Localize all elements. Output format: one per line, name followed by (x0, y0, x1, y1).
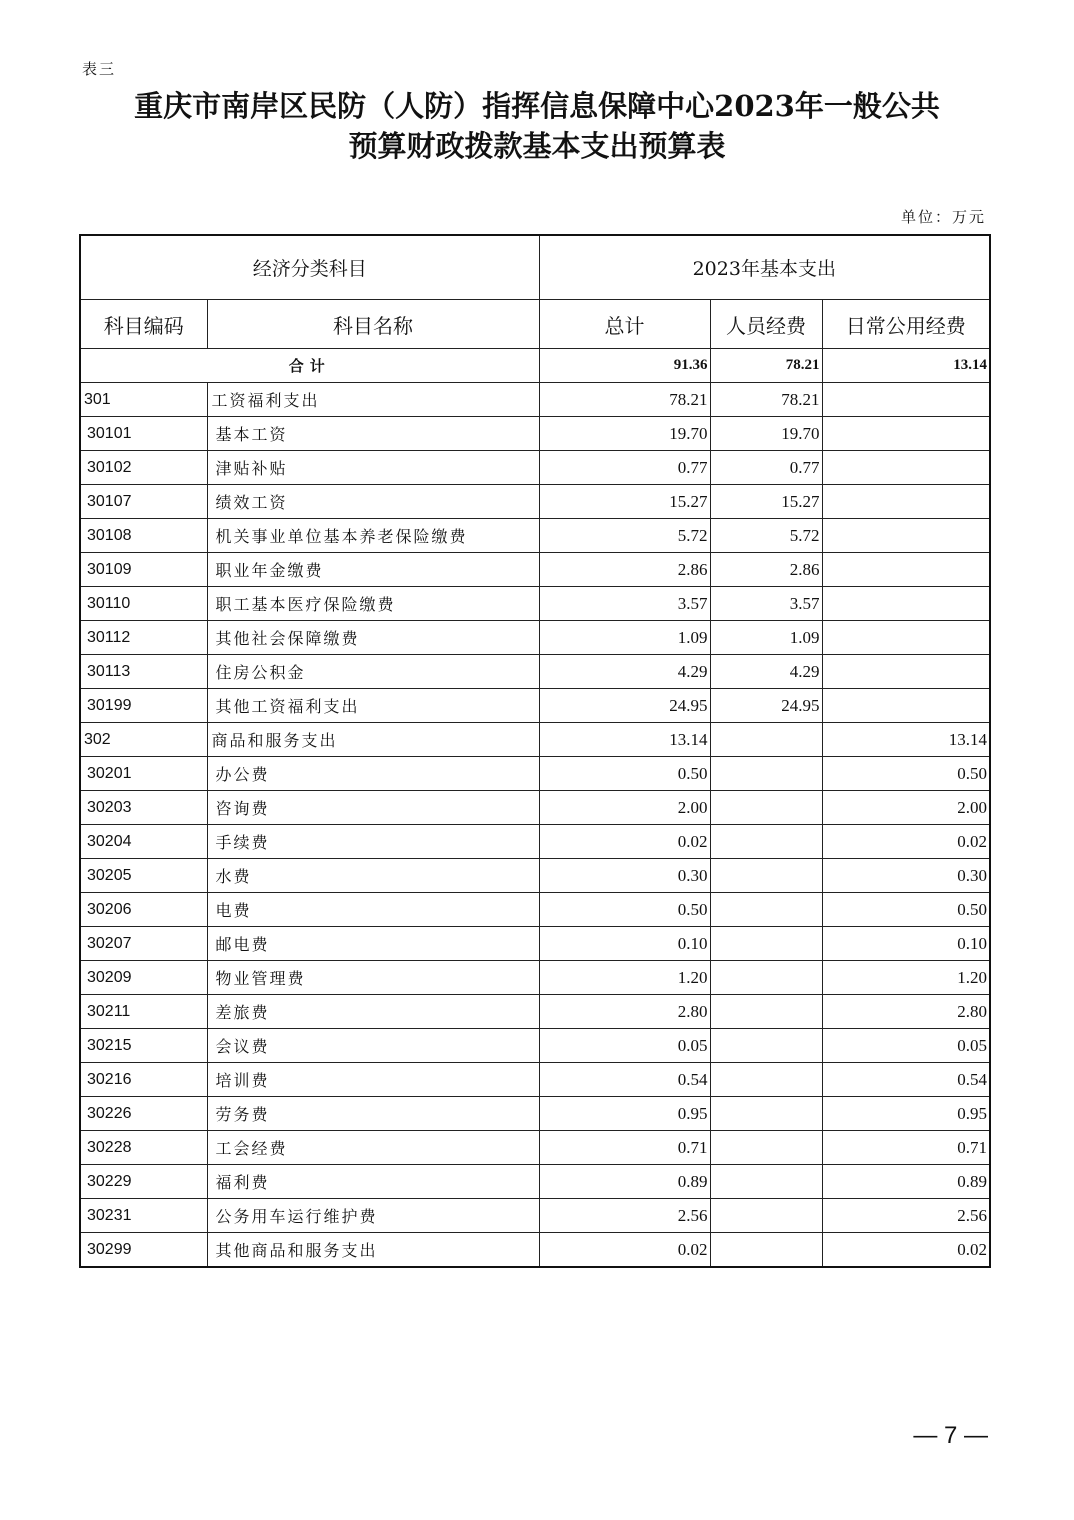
row-public: 0.71 (822, 1131, 990, 1165)
row-personnel (710, 859, 822, 893)
row-personnel (710, 791, 822, 825)
row-total: 24.95 (539, 689, 710, 723)
total-total: 91.36 (539, 349, 710, 383)
row-name: 基本工资 (207, 417, 539, 451)
row-public (822, 587, 990, 621)
row-public: 2.80 (822, 995, 990, 1029)
row-personnel (710, 1029, 822, 1063)
row-public (822, 485, 990, 519)
header-basic-expense: 2023年基本支出 (539, 235, 990, 300)
row-public: 0.89 (822, 1165, 990, 1199)
row-public (822, 553, 990, 587)
page-number: — 7 — (913, 1422, 988, 1449)
row-total: 0.77 (539, 451, 710, 485)
row-name: 津贴补贴 (207, 451, 539, 485)
row-public: 0.02 (822, 1233, 990, 1268)
row-name: 其他工资福利支出 (207, 689, 539, 723)
budget-table (79, 234, 991, 1268)
row-total: 78.21 (539, 383, 710, 417)
row-personnel (710, 1165, 822, 1199)
row-name: 其他商品和服务支出 (207, 1233, 539, 1268)
row-personnel (710, 961, 822, 995)
row-personnel: 0.77 (710, 451, 822, 485)
row-personnel (710, 825, 822, 859)
total-label: 合计 (80, 349, 539, 383)
row-total: 0.02 (539, 825, 710, 859)
row-total: 0.10 (539, 927, 710, 961)
row-total: 2.00 (539, 791, 710, 825)
row-total: 0.54 (539, 1063, 710, 1097)
header-name: 科目名称 (207, 300, 539, 349)
row-code: 30107 (80, 485, 207, 519)
row-total: 0.02 (539, 1233, 710, 1268)
row-total: 2.86 (539, 553, 710, 587)
row-public: 0.54 (822, 1063, 990, 1097)
row-total: 0.50 (539, 893, 710, 927)
page-title-line1: 重庆市南岸区民防（人防）指挥信息保障中心2023年一般公共 (134, 89, 940, 123)
row-code: 30215 (80, 1029, 207, 1063)
row-personnel (710, 1131, 822, 1165)
table-row (80, 1233, 990, 1268)
row-code: 301 (80, 383, 207, 417)
row-code: 30203 (80, 791, 207, 825)
row-public: 0.05 (822, 1029, 990, 1063)
row-public: 13.14 (822, 723, 990, 757)
table-row (80, 961, 990, 995)
table-row (80, 1165, 990, 1199)
table-row (80, 383, 990, 417)
row-total: 0.30 (539, 859, 710, 893)
table-row (80, 791, 990, 825)
row-name: 住房公积金 (207, 655, 539, 689)
row-public (822, 417, 990, 451)
table-row (80, 689, 990, 723)
row-name: 物业管理费 (207, 961, 539, 995)
row-name: 培训费 (207, 1063, 539, 1097)
row-total: 0.05 (539, 1029, 710, 1063)
row-name: 邮电费 (207, 927, 539, 961)
row-name: 工会经费 (207, 1131, 539, 1165)
row-public (822, 383, 990, 417)
row-code: 30199 (80, 689, 207, 723)
row-public (822, 519, 990, 553)
row-total: 1.09 (539, 621, 710, 655)
row-personnel: 4.29 (710, 655, 822, 689)
row-code: 30109 (80, 553, 207, 587)
row-public: 2.56 (822, 1199, 990, 1233)
row-personnel: 3.57 (710, 587, 822, 621)
row-total: 5.72 (539, 519, 710, 553)
row-public (822, 451, 990, 485)
row-personnel: 15.27 (710, 485, 822, 519)
row-code: 30207 (80, 927, 207, 961)
header-public: 日常公用经费 (822, 300, 990, 349)
row-name: 机关事业单位基本养老保险缴费 (207, 519, 539, 553)
table-label: 表三 (82, 60, 117, 78)
row-total: 3.57 (539, 587, 710, 621)
row-code: 30110 (80, 587, 207, 621)
row-public (822, 655, 990, 689)
total-public: 13.14 (822, 349, 990, 383)
page-title-line2: 预算财政拨款基本支出预算表 (348, 129, 726, 163)
total-personnel: 78.21 (710, 349, 822, 383)
row-code: 30108 (80, 519, 207, 553)
total-row (80, 349, 990, 383)
row-personnel (710, 1199, 822, 1233)
table-row (80, 927, 990, 961)
row-name: 绩效工资 (207, 485, 539, 519)
row-name: 商品和服务支出 (207, 723, 539, 757)
row-code: 30113 (80, 655, 207, 689)
row-total: 0.50 (539, 757, 710, 791)
row-code: 302 (80, 723, 207, 757)
row-name: 公务用车运行维护费 (207, 1199, 539, 1233)
table-row (80, 519, 990, 553)
row-personnel: 1.09 (710, 621, 822, 655)
row-personnel (710, 1063, 822, 1097)
row-public (822, 689, 990, 723)
row-public: 0.50 (822, 893, 990, 927)
table-row (80, 1063, 990, 1097)
header-total: 总计 (539, 300, 710, 349)
row-total: 2.80 (539, 995, 710, 1029)
table-row (80, 859, 990, 893)
row-name: 咨询费 (207, 791, 539, 825)
table-row (80, 553, 990, 587)
row-name: 其他社会保障缴费 (207, 621, 539, 655)
table-row (80, 757, 990, 791)
row-name: 电费 (207, 893, 539, 927)
row-name: 福利费 (207, 1165, 539, 1199)
row-personnel (710, 757, 822, 791)
row-personnel (710, 723, 822, 757)
row-public: 0.50 (822, 757, 990, 791)
row-public: 2.00 (822, 791, 990, 825)
row-code: 30299 (80, 1233, 207, 1268)
row-code: 30226 (80, 1097, 207, 1131)
row-code: 30204 (80, 825, 207, 859)
row-total: 0.89 (539, 1165, 710, 1199)
row-public: 0.30 (822, 859, 990, 893)
table-row (80, 417, 990, 451)
row-personnel (710, 995, 822, 1029)
row-code: 30201 (80, 757, 207, 791)
row-code: 30205 (80, 859, 207, 893)
table-row (80, 1199, 990, 1233)
header-econ-category: 经济分类科目 (80, 235, 539, 300)
table-row (80, 587, 990, 621)
header-code: 科目编码 (80, 300, 207, 349)
row-public (822, 621, 990, 655)
row-personnel: 78.21 (710, 383, 822, 417)
table-row (80, 825, 990, 859)
row-name: 职业年金缴费 (207, 553, 539, 587)
row-code: 30216 (80, 1063, 207, 1097)
row-total: 2.56 (539, 1199, 710, 1233)
row-total: 0.95 (539, 1097, 710, 1131)
row-personnel (710, 1097, 822, 1131)
row-name: 水费 (207, 859, 539, 893)
table-row (80, 1029, 990, 1063)
row-total: 19.70 (539, 417, 710, 451)
row-code: 30101 (80, 417, 207, 451)
table-row (80, 485, 990, 519)
row-code: 30112 (80, 621, 207, 655)
table-row (80, 655, 990, 689)
row-code: 30211 (80, 995, 207, 1029)
row-personnel (710, 1233, 822, 1268)
row-public: 0.02 (822, 825, 990, 859)
table-row (80, 621, 990, 655)
unit-label: 单位：万元 (900, 208, 986, 226)
table-row (80, 893, 990, 927)
table-row (80, 451, 990, 485)
row-personnel (710, 927, 822, 961)
row-total: 1.20 (539, 961, 710, 995)
row-name: 办公费 (207, 757, 539, 791)
row-name: 职工基本医疗保险缴费 (207, 587, 539, 621)
row-personnel (710, 893, 822, 927)
header-row-2 (80, 300, 990, 349)
row-personnel: 5.72 (710, 519, 822, 553)
row-name: 会议费 (207, 1029, 539, 1063)
row-code: 30206 (80, 893, 207, 927)
table-row (80, 723, 990, 757)
row-personnel: 19.70 (710, 417, 822, 451)
row-public: 1.20 (822, 961, 990, 995)
table-row (80, 1097, 990, 1131)
row-total: 13.14 (539, 723, 710, 757)
row-personnel: 2.86 (710, 553, 822, 587)
row-personnel: 24.95 (710, 689, 822, 723)
header-personnel: 人员经费 (710, 300, 822, 349)
row-name: 工资福利支出 (207, 383, 539, 417)
row-public: 0.10 (822, 927, 990, 961)
row-code: 30231 (80, 1199, 207, 1233)
table-row (80, 1131, 990, 1165)
row-name: 差旅费 (207, 995, 539, 1029)
row-total: 0.71 (539, 1131, 710, 1165)
row-code: 30229 (80, 1165, 207, 1199)
row-total: 15.27 (539, 485, 710, 519)
row-code: 30228 (80, 1131, 207, 1165)
header-row-1 (80, 235, 990, 300)
row-code: 30209 (80, 961, 207, 995)
row-name: 劳务费 (207, 1097, 539, 1131)
row-code: 30102 (80, 451, 207, 485)
row-public: 0.95 (822, 1097, 990, 1131)
table-row (80, 995, 990, 1029)
row-total: 4.29 (539, 655, 710, 689)
row-name: 手续费 (207, 825, 539, 859)
